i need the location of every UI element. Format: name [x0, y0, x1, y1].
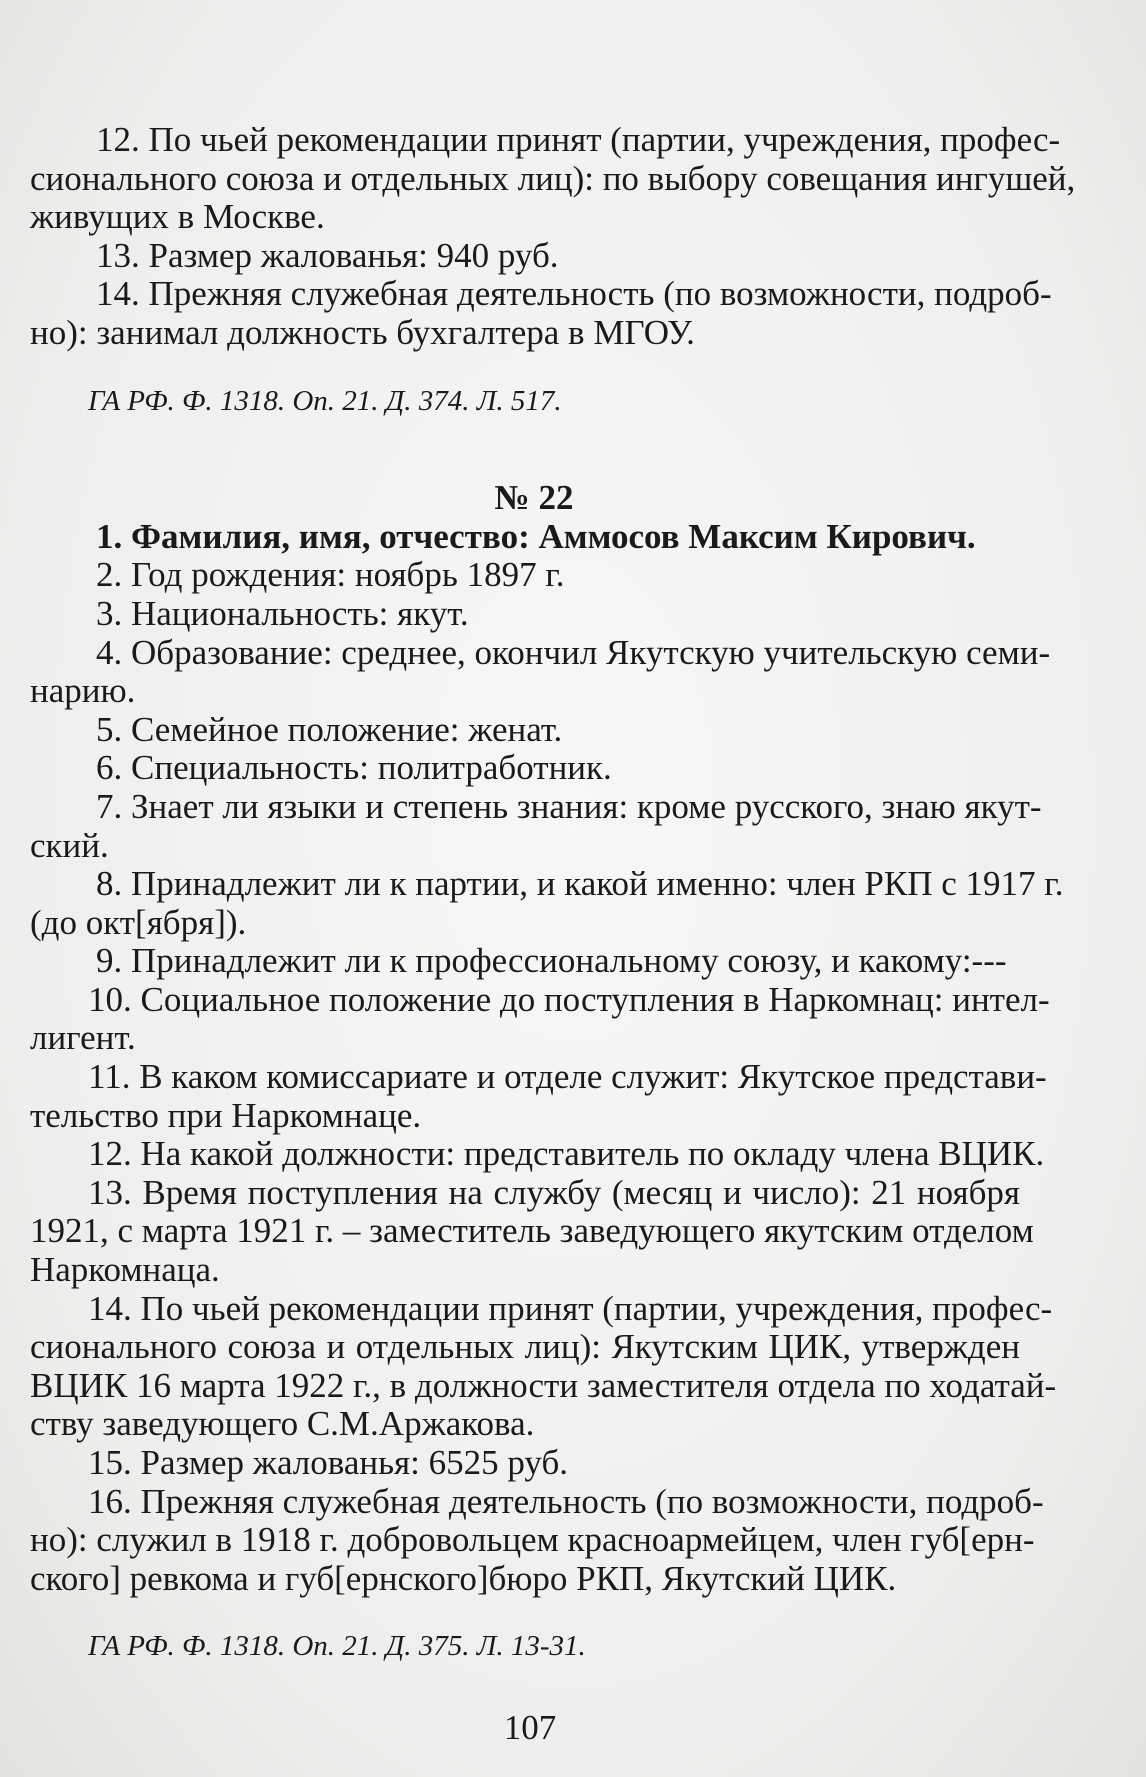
- item-14-recommendation-line-3: ВЦИК 16 марта 1922 г., в должности заместителя отдела по ходатай-: [30, 1365, 1057, 1405]
- prev-item-13: 13. Размер жалованья: 940 руб.: [96, 235, 559, 275]
- prev-entry: [30, 120, 1076, 420]
- item-4-education-line-1: 4. Образование: среднее, окончил Якутскую учительскую семи-: [96, 632, 1051, 672]
- prev-item-12-line-2: сионального союза и отдельных лиц): по выбору совещания ингушей,: [30, 158, 1076, 198]
- item-1-name: 1. Фамилия, имя, отчество: Аммосов Максим Кирович.: [96, 516, 976, 556]
- item-16-career-line-1: 16. Прежняя служебная деятельность (по возможности, подроб-: [88, 1481, 1044, 1521]
- item-2-birth: 2. Год рождения: ноябрь 1897 г.: [96, 555, 565, 595]
- item-10-social-line-2: лигент.: [30, 1018, 136, 1058]
- item-15-salary: 15. Размер жалованья: 6525 руб.: [88, 1443, 569, 1482]
- item-11-department-line-2: тельство при Наркомнаце.: [30, 1095, 422, 1135]
- item-14-recommendation-line-2: сионального союза и отдельных лиц): Якутским ЦИК, утвержден: [30, 1327, 1020, 1367]
- prev-item-12-line-1: 12. По чьей рекомендации принят (партии, учреждения, профес-: [96, 120, 1061, 159]
- prev-archive-reference: ГА РФ. Ф. 1318. Оп. 21. Д. 374. Л. 517.: [88, 384, 562, 417]
- item-7-languages-line-1: 7. Знает ли языки и степень знания: кроме русского, знаю якут-: [96, 786, 1042, 826]
- page-number: 107: [503, 1708, 557, 1747]
- item-16-career-line-2: но): служил в 1918 г. добровольцем красноармейцем, член губ[ерн-: [30, 1520, 1035, 1560]
- prev-item-14-line-2: но): занимал должность бухгалтера в МГОУ.: [30, 312, 695, 352]
- item-13-start-line-3: Наркомнаца.: [30, 1250, 220, 1290]
- entry-22: [30, 478, 1064, 1666]
- item-4-education-line-2: нарию.: [30, 671, 136, 711]
- item-5-family: 5. Семейное положение: женат.: [96, 709, 563, 749]
- prev-item-12-line-3: живущих в Москве.: [30, 197, 325, 237]
- item-8-party-line-1: 8. Принадлежит ли к партии, и какой именно: член РКП с 1917 г.: [96, 864, 1064, 904]
- item-10-social-line-1: 10. Социальное положение до поступления в Наркомнац: интел-: [88, 979, 1050, 1019]
- item-9-union: 9. Принадлежит ли к профессиональному союзу, и какому:---: [96, 941, 1007, 981]
- entry-heading: № 22: [494, 478, 574, 518]
- item-8-party-line-2: (до окт[ября]).: [30, 902, 247, 942]
- item-16-career-line-3: ского] ревкома и губ[ернского]бюро РКП, Якутский ЦИК.: [30, 1558, 897, 1598]
- document-body: [30, 120, 1076, 1695]
- item-11-department-line-1: 11. В каком комиссариате и отделе служит: Якутское представи-: [88, 1057, 1047, 1097]
- item-14-recommendation-line-1: 14. По чьей рекомендации принят (партии, учреждения, профес-: [88, 1288, 1053, 1328]
- item-7-languages-line-2: ский.: [30, 825, 109, 865]
- item-14-recommendation-line-4: ству заведующего С.М.Аржакова.: [30, 1404, 535, 1444]
- item-13-start-line-1: 13. Время поступления на службу (месяц и число): 21 ноября: [88, 1172, 1020, 1212]
- archive-reference: ГА РФ. Ф. 1318. Оп. 21. Д. 375. Л. 13-31.: [88, 1630, 586, 1663]
- prev-item-14-line-1: 14. Прежняя служебная деятельность (по возможности, подроб-: [96, 274, 1052, 314]
- item-3-nationality: 3. Национальность: якут.: [96, 593, 469, 633]
- item-12-position: 12. На какой должности: представитель по окладу члена ВЦИК.: [88, 1134, 1045, 1174]
- item-13-start-line-2: 1921, с марта 1921 г. – заместитель заведующего якутским отделом: [30, 1211, 1034, 1251]
- item-6-specialty: 6. Специальность: политработник.: [96, 748, 612, 788]
